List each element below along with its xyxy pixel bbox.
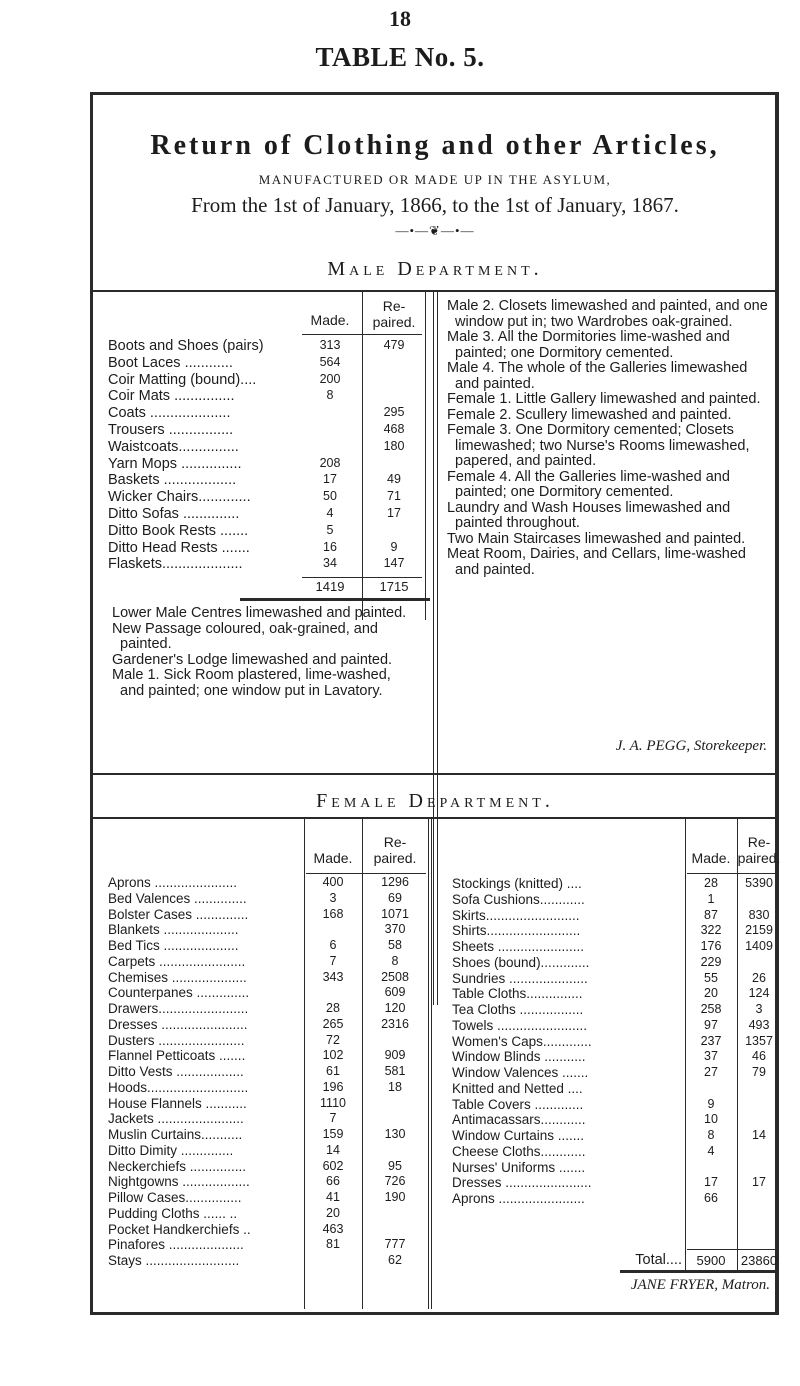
female-left-item-made: 463	[322, 1221, 344, 1236]
male-notes-divider-2	[437, 292, 438, 1005]
female-right-item-made: 66	[704, 1191, 718, 1205]
return-title: Return of Clothing and other Articles,	[150, 130, 720, 161]
female-right-item-repaired: 124	[748, 986, 770, 1001]
female-left-item-repaired: 1071	[381, 906, 409, 921]
female-right-item-repaired: 493	[748, 1017, 770, 1032]
female-left-item-repaired: 58	[388, 938, 402, 952]
male-item-label: Coats ....................	[108, 405, 231, 422]
female-right-item-repaired: 830	[748, 907, 770, 922]
female-left-item-label: Bed Valences ..............	[108, 890, 247, 906]
female-right-item-repaired: 1357	[745, 1033, 773, 1048]
female-right-item-label: Window Curtains .......	[452, 1128, 585, 1143]
female-right-item-label: Towels ........................	[452, 1017, 588, 1033]
male-item-repaired: 479	[383, 338, 405, 352]
male-item-label: Baskets ..................	[108, 472, 237, 489]
female-right-item-label: Sundries .....................	[452, 970, 588, 986]
female-right-item-made: 1	[707, 891, 715, 906]
female-right-item-repaired: 5390	[745, 876, 773, 890]
female-right-item-label: Antimacassars............	[452, 1112, 586, 1128]
female-left-item-made: 61	[326, 1064, 340, 1078]
female-right-item-label: Cheese Cloths............	[452, 1143, 586, 1159]
female-left-item-label: Pudding Cloths ...... ..	[108, 1205, 238, 1221]
female-left-item-label: Counterpanes ..............	[108, 985, 250, 1001]
female-right-item-label: Aprons .......................	[452, 1191, 585, 1206]
female-left-item-repaired: 2316	[381, 1016, 409, 1031]
table-title: TABLE No. 5.	[315, 42, 485, 72]
female-left-item-label: Pinafores ....................	[108, 1237, 244, 1253]
female-right-item-label: Sofa Cushions............	[452, 891, 585, 907]
male-notes-right	[447, 299, 769, 578]
female-col-made: Made.	[313, 850, 353, 866]
male-col-divider	[362, 292, 363, 620]
female-left-item-made: 102	[322, 1048, 344, 1063]
female-right-item-made: 258	[700, 1002, 722, 1016]
female-right-item-made: 322	[700, 923, 722, 938]
female-left-item-made: 7	[329, 1111, 337, 1126]
female-right-item-repaired: 46	[752, 1049, 766, 1064]
female-left-item-made: 3	[329, 890, 337, 905]
male-item-label: Boots and Shoes (pairs)	[108, 338, 264, 354]
ornament-divider: —•—❦—•—	[395, 223, 475, 238]
female-right-item-label: Sheets .......................	[452, 939, 585, 954]
female-divider-d	[431, 819, 432, 1309]
female-left-item-label: Hoods...........................	[108, 1079, 249, 1095]
male-note-right: Female 3. One Dormitory cemented; Closets limewashed; two Nurse's Rooms limewashed, papered, and painted.	[447, 422, 750, 469]
female-right-item-made: 20	[704, 986, 718, 1001]
female-left-item-repaired: 1296	[381, 875, 409, 889]
female-right-item-made: 229	[700, 954, 722, 969]
female-col-made-right: Made.	[691, 850, 731, 866]
female-left-item-label: Aprons ......................	[108, 875, 238, 890]
female-right-item-made: 37	[704, 1049, 718, 1064]
female-left-item-label: Muslin Curtains...........	[108, 1127, 243, 1142]
female-total-rule	[687, 1249, 775, 1250]
female-head-rule-right	[687, 873, 775, 874]
female-left-item-label: Jackets .......................	[108, 1111, 244, 1127]
male-note-left: Lower Male Centres limewashed and painted.	[112, 605, 407, 621]
female-right-item-made: 9	[707, 1096, 715, 1111]
female-left-item-label: Pocket Handkerchiefs ..	[108, 1221, 251, 1237]
male-item-made: 564	[319, 354, 341, 369]
female-left-item-label: Bed Tics ....................	[108, 938, 239, 953]
female-right-item-label: Women's Caps.............	[452, 1033, 592, 1049]
return-subtitle: MANUFACTURED OR MADE UP IN THE ASYLUM,	[258, 172, 612, 187]
male-total-underline	[240, 598, 430, 601]
female-left-item-label: Ditto Vests ..................	[108, 1064, 244, 1079]
female-left-item-label: Neckerchiefs ...............	[108, 1158, 247, 1174]
male-notes-divider	[433, 292, 434, 1005]
female-right-item-made: 4	[707, 1143, 715, 1158]
female-right-item-made: 10	[704, 1112, 718, 1127]
male-note-right: Two Main Staircases limewashed and painted.	[447, 530, 746, 547]
male-item-made: 16	[323, 539, 337, 554]
female-left-item-label: Bolster Cases ..............	[108, 906, 249, 922]
female-total-repaired: 23860	[740, 1253, 778, 1268]
female-left-item-made: 66	[326, 1174, 340, 1189]
female-left-item-made: 159	[322, 1127, 344, 1141]
female-col-repaired-right: Re-paired.	[737, 834, 781, 866]
male-item-made: 5	[326, 522, 334, 537]
male-item-made: 50	[323, 489, 337, 504]
male-item-label: Coir Mats ...............	[108, 388, 235, 405]
male-total-rule	[302, 577, 422, 578]
female-left-item-repaired: 609	[384, 985, 406, 1000]
male-item-made: 200	[319, 371, 341, 386]
female-left-item-made: 602	[322, 1158, 344, 1173]
female-left-item-repaired: 370	[384, 922, 406, 937]
female-left-item-made: 14	[326, 1142, 340, 1157]
male-note-left: New Passage coloured, oak-grained, and painted.	[112, 620, 378, 652]
female-left-item-repaired: 69	[388, 890, 402, 905]
male-item-made: 17	[323, 472, 337, 487]
female-right-item-repaired: 17	[752, 1175, 766, 1190]
female-right-item-label: Window Blinds ...........	[452, 1049, 586, 1065]
male-item-made: 4	[326, 506, 334, 520]
female-right-item-made: 97	[704, 1017, 718, 1032]
male-item-repaired: 468	[383, 422, 405, 436]
male-item-repaired: 147	[383, 556, 405, 571]
female-left-item-repaired: 777	[384, 1237, 406, 1252]
female-right-item-label: Knitted and Netted ....	[452, 1080, 583, 1096]
male-item-label: Boot Laces ............	[108, 354, 233, 371]
female-left-item-made: 196	[322, 1079, 344, 1094]
female-left-item-made: 28	[326, 1001, 340, 1015]
female-left-item-repaired: 726	[384, 1174, 406, 1189]
male-note-right: Female 1. Little Gallery limewashed and painted.	[447, 391, 761, 407]
female-total-label: Total....	[635, 1252, 682, 1268]
male-note-right: Female 2. Scullery limewashed and painted.	[447, 406, 732, 423]
female-right-item-made: 8	[707, 1128, 715, 1142]
male-item-label: Ditto Head Rests .......	[108, 539, 250, 556]
female-right-item-repaired: 79	[752, 1065, 766, 1079]
female-left-item-repaired: 18	[388, 1079, 402, 1094]
female-left-item-label: Carpets .......................	[108, 953, 246, 969]
female-left-item-made: 343	[322, 969, 344, 984]
male-item-label: Flaskets....................	[108, 556, 243, 573]
female-total-made: 5900	[696, 1253, 726, 1268]
female-right-item-made: 17	[704, 1175, 718, 1190]
female-right-item-made: 237	[700, 1033, 722, 1048]
female-right-item-label: Dresses .......................	[452, 1175, 592, 1191]
female-signature: JANE FRYER, Matron.	[630, 1277, 770, 1293]
male-total-repaired: 1715	[379, 579, 409, 594]
male-col-divider-right	[425, 292, 426, 620]
male-note-left: Male 1. Sick Room plastered, lime-washed, and painted; one window put in Lavatory.	[112, 667, 391, 699]
male-notes-left	[112, 606, 412, 699]
female-right-item-label: Window Valences .......	[452, 1065, 589, 1080]
male-item-repaired: 180	[383, 438, 405, 453]
female-left-item-made: 265	[322, 1016, 344, 1031]
male-note-right: Male 4. The whole of the Galleries limewashed and painted.	[447, 360, 748, 392]
male-item-repaired: 295	[383, 405, 405, 420]
female-left-item-label: Blankets ....................	[108, 922, 239, 938]
female-left-item-made: 41	[326, 1190, 340, 1204]
female-right-item-label: Nurses' Uniforms .......	[452, 1159, 586, 1175]
female-left-item-repaired: 130	[384, 1127, 406, 1141]
female-right-item-made: 87	[704, 907, 718, 922]
male-item-label: Yarn Mops ...............	[108, 455, 242, 472]
female-left-item-repaired: 120	[384, 1001, 406, 1015]
female-right-item-made: 28	[704, 876, 718, 890]
female-left-item-label: Ditto Dimity ..............	[108, 1142, 234, 1158]
female-left-item-made: 168	[322, 906, 344, 921]
female-right-item-repaired: 1409	[745, 939, 773, 953]
male-item-made: 8	[326, 388, 334, 403]
female-left-item-repaired: 909	[384, 1048, 406, 1063]
female-left-item-label: Drawers........................	[108, 1001, 249, 1016]
male-item-label: Waistcoats...............	[108, 438, 239, 455]
female-left-item-made: 20	[326, 1205, 340, 1220]
female-right-item-repaired: 26	[752, 970, 766, 985]
female-left-item-repaired: 8	[391, 953, 399, 968]
male-head-rule	[302, 334, 422, 335]
male-note-right: Laundry and Wash Houses limewashed and painted throughout.	[447, 499, 731, 531]
male-item-label: Ditto Book Rests .......	[108, 522, 249, 539]
male-top-rule	[92, 290, 778, 292]
female-right-item-repaired: 2159	[745, 923, 773, 938]
male-note-left: Gardener's Lodge limewashed and painted.	[112, 651, 393, 668]
female-left-item-label: Chemises ....................	[108, 969, 247, 985]
female-left-item-label: Dusters .......................	[108, 1032, 245, 1048]
female-left-item-made: 81	[326, 1237, 340, 1252]
page-number: 18	[389, 6, 411, 31]
male-item-repaired: 9	[390, 539, 398, 554]
male-item-made: 208	[319, 455, 341, 470]
male-department-heading: Male Department.	[327, 258, 543, 280]
female-left-item-repaired: 581	[384, 1064, 406, 1078]
male-signature: J. A. PEGG, Storekeeper.	[615, 738, 767, 754]
female-left-item-repaired: 2508	[381, 969, 409, 984]
female-col-repaired: Re-paired.	[373, 834, 417, 866]
female-divider-c	[428, 819, 429, 1309]
male-col-made: Made.	[310, 312, 350, 328]
female-left-item-label: Dresses .......................	[108, 1016, 248, 1032]
female-right-item-label: Table Cloths...............	[452, 986, 583, 1002]
male-col-repaired: Re-paired.	[372, 298, 416, 330]
female-top-rule	[92, 817, 778, 819]
female-left-item-made: 72	[326, 1032, 340, 1047]
female-right-item-label: Shoes (bound).............	[452, 954, 590, 970]
male-item-repaired: 49	[387, 472, 401, 487]
male-item-repaired: 71	[387, 489, 401, 504]
female-left-item-made: 1110	[320, 1095, 346, 1110]
male-item-made: 34	[323, 556, 337, 571]
female-left-item-repaired: 95	[388, 1158, 402, 1173]
female-right-item-made: 27	[704, 1065, 718, 1079]
female-right-item-label: Table Covers .............	[452, 1096, 584, 1112]
female-left-item-label: Stays .........................	[108, 1253, 240, 1268]
male-item-label: Coir Matting (bound)....	[108, 371, 257, 388]
female-right-item-label: Skirts.........................	[452, 907, 580, 923]
male-note-right: Female 4. All the Galleries lime-washed and painted; one Dormitory cemented.	[447, 468, 730, 500]
male-item-repaired: 17	[387, 506, 401, 520]
male-bottom-rule	[92, 773, 778, 775]
female-left-item-made: 6	[329, 938, 337, 952]
period-line: From the 1st of January, 1866, to the 1st of January, 1867.	[191, 193, 679, 217]
female-right-item-label: Tea Cloths .................	[452, 1002, 584, 1017]
female-right-item-made: 55	[704, 970, 718, 985]
female-left-item-label: House Flannels ...........	[108, 1095, 247, 1111]
female-left-item-repaired: 190	[384, 1190, 406, 1204]
male-note-right: Male 2. Closets limewashed and painted, and one window put in; two Wardrobes oak-grained.	[447, 298, 768, 330]
female-left-item-label: Flannel Petticoats .......	[108, 1048, 246, 1064]
male-note-right: Meat Room, Dairies, and Cellars, lime-washed and painted.	[447, 546, 746, 578]
male-item-made: 313	[319, 338, 341, 352]
female-total-underline	[620, 1270, 778, 1273]
female-right-item-repaired: 14	[752, 1128, 766, 1142]
male-total-made: 1419	[315, 579, 345, 594]
female-left-item-made: 400	[322, 875, 344, 889]
female-left-item-label: Pillow Cases...............	[108, 1190, 242, 1205]
female-left-item-made: 7	[329, 953, 337, 968]
female-right-item-label: Shirts.........................	[452, 923, 581, 939]
male-item-label: Ditto Sofas ..............	[108, 506, 240, 522]
male-item-label: Trousers ................	[108, 422, 234, 438]
female-department-heading: Female Department.	[316, 790, 554, 812]
female-left-item-label: Nightgowns ..................	[108, 1174, 250, 1190]
female-head-rule-left	[306, 873, 426, 874]
female-right-item-repaired: 3	[755, 1002, 763, 1016]
female-right-item-made: 176	[700, 939, 722, 953]
female-divider-b	[362, 819, 363, 1309]
female-right-item-label: Stockings (knitted) ....	[452, 876, 582, 891]
male-note-right: Male 3. All the Dormitories lime-washed and painted; one Dormitory cemented.	[447, 329, 730, 361]
male-item-label: Wicker Chairs.............	[108, 489, 251, 506]
female-left-item-repaired: 62	[388, 1253, 402, 1267]
